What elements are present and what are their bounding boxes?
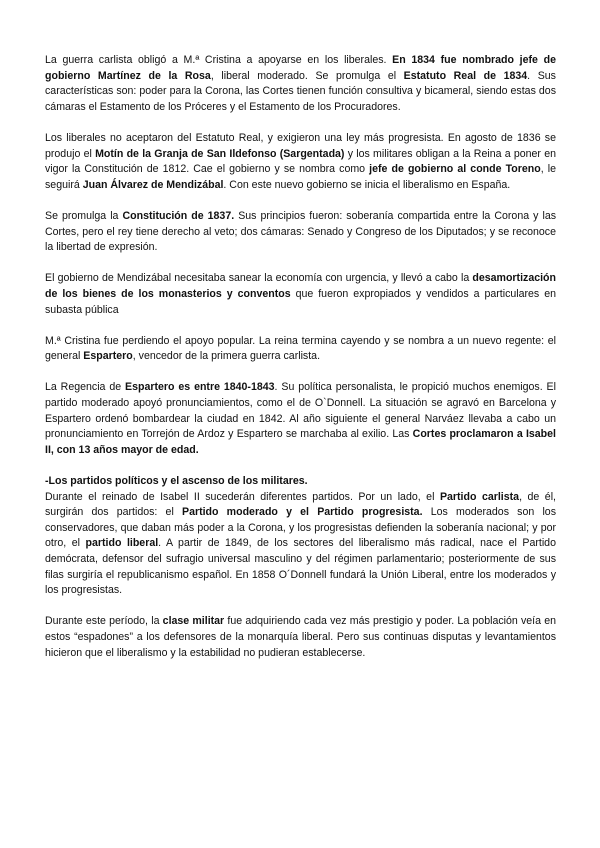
paragraph [45, 209, 556, 256]
text-run: Los liberales no aceptaron del Estatuto Real, y exigieron una ley más progresista. En agosto de 1836 se produjo el [45, 131, 556, 160]
text-run: Durante el reinado de Isabel II sucederán diferentes partidos. Por un lado, el [45, 490, 440, 503]
text-run: . Sus características son: poder para la Corona, las Cortes tienen función consultiva y bicameral, siendo estas dos cámaras el Estamento de los Próceres y el Estamento de los Procuradores. [45, 69, 556, 113]
paragraph [45, 614, 556, 661]
text-run: Los moderados son los conservadores, que daban más poder a la Corona, y los progresistas defienden la soberanía nacional; y por otro, el [45, 506, 556, 550]
text-run: Durante este período, la [45, 615, 163, 628]
paragraph [45, 131, 556, 193]
text-run: que fueron expropiados y vendidos a particulares en subasta pública [45, 287, 556, 316]
paragraph [45, 334, 556, 365]
text-run: Sus principios fueron: soberanía compartida entre la Corona y las Cortes, pero el rey tiene derecho al veto; dos cámaras: Senado y Congreso de los Diputados; y se reconoce la libertad de expresión. [45, 209, 557, 254]
text-run: y los militares obligan a la Reina a poner en vigor la Constitución de 1812. Cae el gobierno y se nombra como [45, 147, 556, 176]
bold-text-run: -Los partidos políticos y el ascenso de los militares. [45, 475, 308, 488]
text-run: fue adquiriendo cada vez más prestigio y poder. La población veía en estos “espadones” a los defensores de la monarquía liberal. Pero sus continuas disputas y levantamientos hicieron que el liberalismo y la estabilidad no pudieran establecerse. [45, 615, 556, 659]
bold-text-run: Partido carlista [439, 490, 520, 503]
bold-text-run: Constitución de 1837. [122, 209, 235, 222]
bold-text-run: Espartero es entre 1840-1843 [125, 381, 275, 394]
text-run: , de él, surgirán dos partidos: el [45, 490, 556, 519]
text-run: . A partir de 1849, de los sectores del liberalismo más radical, nace el Partido demócrata, defensor del sufragio universal masculino y del régimen parlamentario; posteriormente de sus filas surgiría el republicanismo español. En 1858 O´Donnell fundará la Unión Liberal, entre los moderados y los progresistas. [45, 537, 556, 597]
bold-text-run: En 1834 fue nombrado jefe de gobierno Martínez de la Rosa [45, 54, 556, 82]
bold-text-run: jefe de gobierno al conde Toreno [369, 163, 541, 176]
text-run: La guerra carlista obligó a M.ª Cristina a apoyarse en los liberales. [45, 54, 393, 66]
text-run: , le seguirá [45, 163, 556, 191]
bold-text-run: Espartero [83, 350, 133, 363]
text-run: , vencedor de la primera guerra carlista. [132, 350, 321, 363]
text-run: M.ª Cristina fue perdiendo el apoyo popular. La reina termina cayendo y se nombra a un nuevo regente: el general [45, 334, 556, 363]
paragraph [45, 474, 556, 490]
bold-text-run: partido liberal [85, 537, 159, 550]
text-run: . Su política personalista, le propició muchos enemigos. El partido moderado apoyó pronunciamientos, como el de O`Donnell. La situación se agravó en Barcelona y Espartero ordenó bombardear la ciudad en 1842. Al año siguiente el general Narváez llevaba a cabo un pronunciamiento en Torrejón de Ardoz y Espartero se marchaba al exilio. Las [45, 381, 556, 441]
bold-text-run: Partido moderado y el Partido progresista. [182, 506, 423, 519]
text-run: . Con este nuevo gobierno se inicia el liberalismo en España. [223, 178, 511, 191]
document-body [45, 53, 556, 661]
paragraph [45, 53, 556, 115]
text-run: , liberal moderado. Se promulga el [210, 69, 404, 82]
bold-text-run: desamortización de los bienes de los monasterios y conventos [45, 272, 556, 300]
text-run: La Regencia de [45, 381, 126, 394]
bold-text-run: clase militar [162, 615, 225, 628]
text-run: El gobierno de Mendizábal necesitaba sanear la economía con urgencia, y llevó a cabo la [45, 272, 473, 285]
bold-text-run: Estatuto Real de 1834 [403, 69, 528, 82]
text-run: Se promulga la [45, 209, 123, 222]
bold-text-run: Motín de la Granja de San Ildefonso (Sargentada) [95, 147, 345, 160]
bold-text-run: Juan Álvarez de Mendizábal [82, 178, 224, 191]
bold-text-run: Cortes proclamaron a Isabel II, con 13 años mayor de edad. [45, 428, 556, 456]
paragraph [45, 490, 556, 599]
paragraph [45, 380, 556, 458]
paragraph [45, 271, 556, 318]
